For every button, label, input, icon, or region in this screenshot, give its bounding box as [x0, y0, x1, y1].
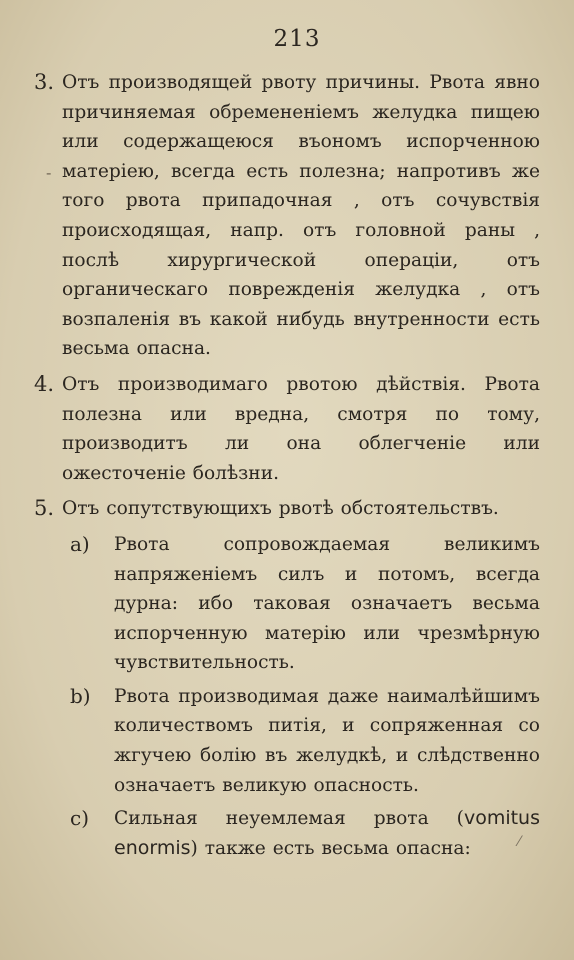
subitem-letter: c) — [70, 806, 90, 831]
margin-mark: - — [46, 163, 52, 182]
section-4 — [34, 370, 540, 488]
section-number: 5. — [34, 496, 55, 521]
margin-tick: ⁄ — [518, 834, 521, 850]
subitem-text-after: ) также есть весьма опасна: — [190, 837, 471, 859]
subitem-letter: a) — [70, 531, 90, 556]
latin-term: vomitus enormis — [114, 807, 540, 859]
section-text: Отъ производящей рвоту причины. Рвота явно причиняемая обремененіемъ желудка пищею или содержащеюся въономъ испорченною матеріею, всегда есть полезна; напротивъ же того рвота припадочная , отъ сочувствія происходящая, напр. отъ головной раны , послѣ хирургической операціи, отъ органическаго поврежденія желудка , отъ возпаленія въ какой нибудь внутренности есть весьма опасна. — [62, 72, 540, 360]
section-3 — [34, 68, 540, 364]
subitem-text-before: Сильная неуемлемая рвота ( — [114, 808, 464, 830]
section-number: 3. — [34, 70, 55, 94]
section-5 — [34, 494, 540, 524]
section-text: Отъ сопутствующихъ рвотѣ обстоятельствъ. — [62, 498, 499, 520]
section-number: 4. — [34, 371, 55, 396]
section-text: Отъ производимаго рвотою дѣйствія. Рвота полезна или вредна, смотря по тому, производитъ ли она облегченіе или ожесточеніе болѣзни. — [62, 373, 540, 484]
page-number: 213 — [273, 26, 321, 52]
subitem-text: Рвота производимая даже наималѣйшимъ количествомъ питія, и сопряженная со жгучею болію въ желудкѣ, и слѣдственно означаетъ великую опасность. — [114, 685, 540, 796]
subitem-a — [70, 530, 540, 678]
subitem-text: Рвота сопровождаемая великимъ напряженіемъ силъ и потомъ, всегда дурна: ибо таковая означаетъ весьма испорченную матерію или чрезмѣрную чувствительность. — [114, 533, 540, 674]
subitem-letter: b) — [70, 683, 91, 708]
subitem-c — [70, 804, 540, 863]
subitem-b — [70, 682, 540, 800]
